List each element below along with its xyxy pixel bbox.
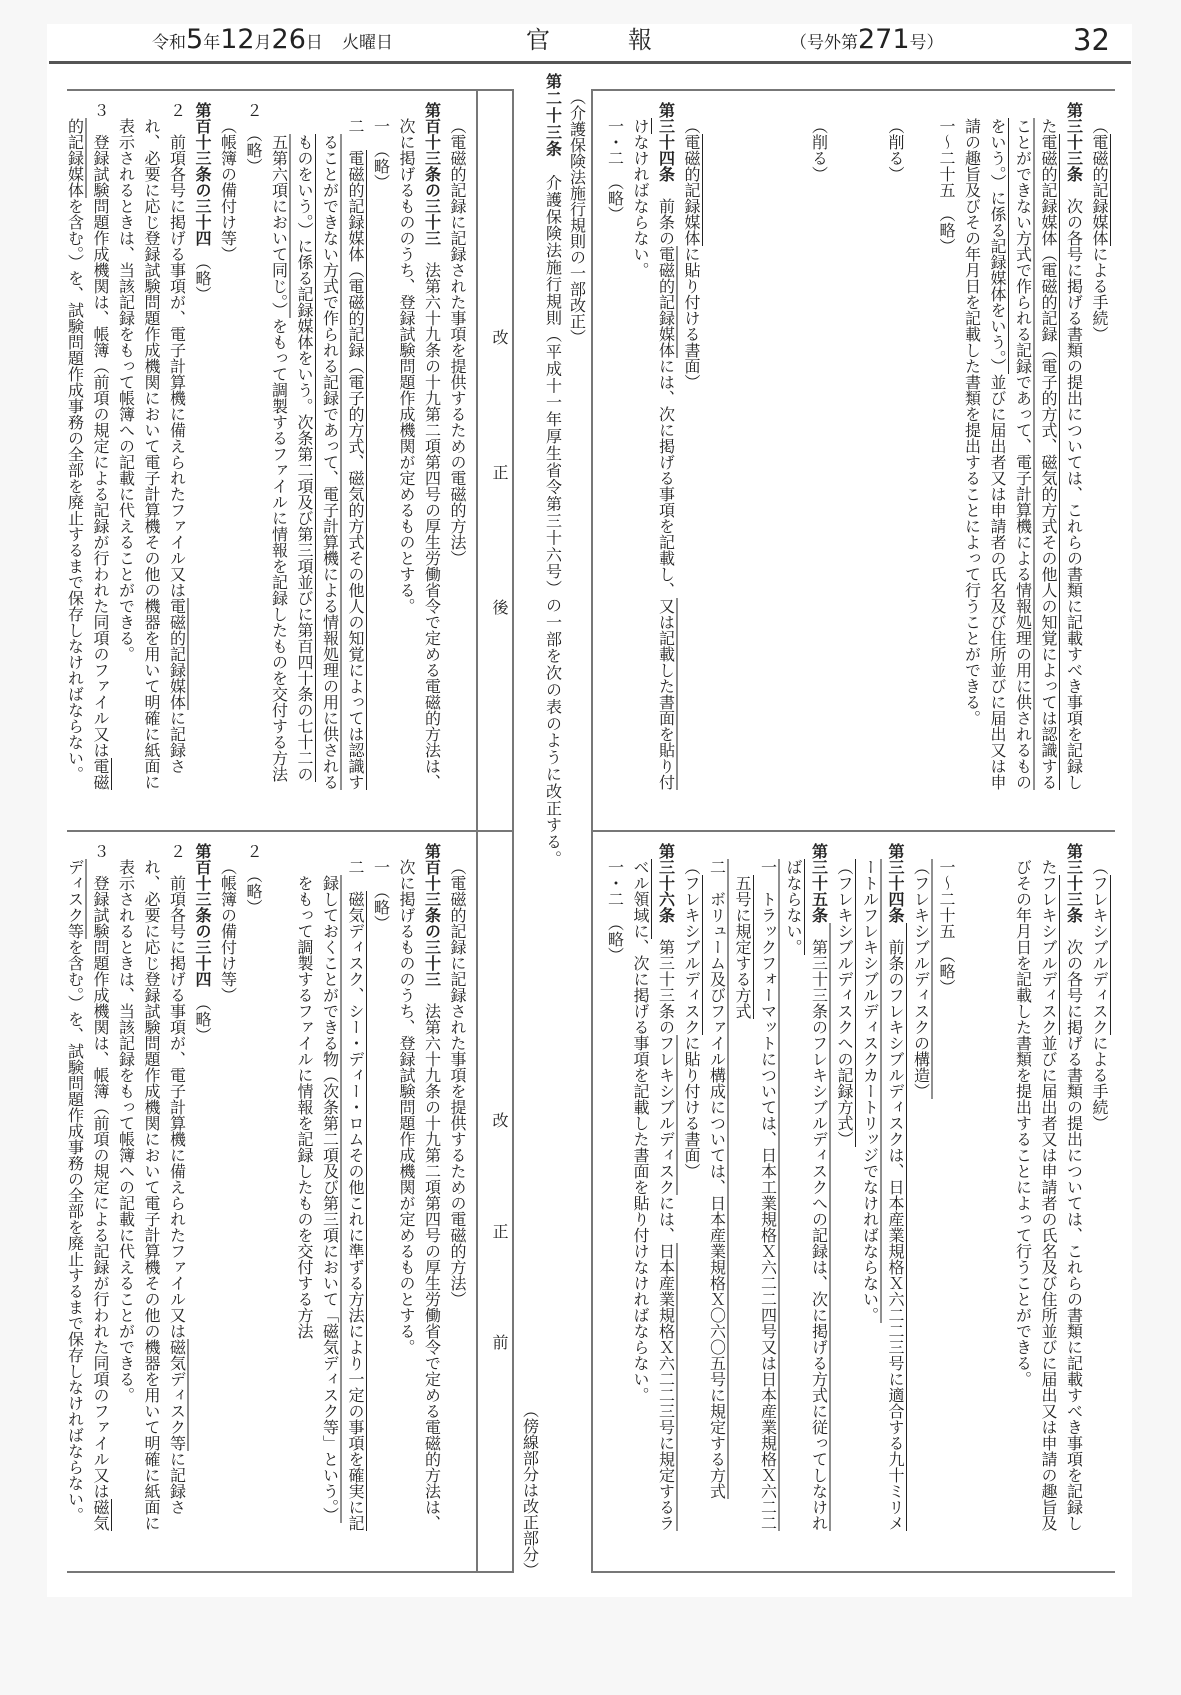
issue-prefix: （号外第 [790,33,858,53]
date-day-unit: 日 [305,33,323,53]
amended-text: 電磁的記録媒体（電磁的記録（電子的方式、磁気的方式その他人の知覚によっては認識することができない方式で作られる記録であって、電子計算機による情報処理の用に供されるものをいう。）に係る記録媒体をいう。次条第二項及び第三項並びに第百四十条の七十二の五第六項において同じ。） [269,134,365,790]
provision-text: には、 [656,1195,676,1243]
provision-text: （ [1090,859,1109,875]
provision-article [190,102,216,792]
issue-number [790,20,944,60]
provision-para [113,843,190,1533]
provision-heading [445,102,471,792]
provision-text: ２ （略） [244,102,263,174]
provision-text: 第三十三条の [656,923,676,1035]
provision-heading [215,102,241,792]
provision-deleted [806,102,832,792]
amended-text: 又は記載した書面を貼り付け [631,118,676,790]
provision-text: ３ 登録試験問題作成機関は、帳簿（前項の規定による記録が行われた同項のファイル又は [91,102,110,758]
provision-article [394,843,445,1533]
provision-text: を含む。）を、試験問題作成事務の全部を廃止するまで保存しなければならない。 [65,939,85,1523]
issue-suffix: 号） [909,33,944,53]
provision-text: 法第六十九条の十九第二項第四号の厚生労働省令で定める電磁的方法は、次に掲げるもののうち、登録試験問題作成機関が定めるものとする。 [397,118,442,790]
amended-text: 一 トラックフォーマットについては、日本工業規格Ｘ六二二四号又は日本産業規格Ｘ六二二五号に規定する方式 [733,859,778,1531]
provision-text: （ [682,118,701,134]
provision-article [190,843,216,1533]
date-era: 令和 [152,33,186,53]
article-number: 第三十五条 [809,843,829,923]
provision-item [934,102,960,792]
provision-heading [1087,102,1113,792]
provision-text: 並びに届出者又は申請者の氏名及び住所並びに届出又は申請の趣旨及びその年月日を記載した書類を提出することによって行うことができる。 [962,118,1007,790]
amended-text: 電磁的記録媒体 [656,246,676,358]
amended-text: 電磁的記録媒体 [65,118,110,790]
provision-deleted [883,102,909,792]
weekday: 火曜日 [342,33,393,53]
provision-text: （略） [193,246,212,302]
provision-text: に貼り付ける書面） [682,246,701,390]
provision-text: ２ 前項各号に掲げる事項が、電子計算機に備えられたファイル又は [167,102,187,598]
right-panel-top [592,89,1115,831]
left-panel-after-amendment [67,89,477,831]
amended-text: フレキシブルディスク [1039,875,1058,1035]
provision-item [292,843,369,1533]
provision-item [934,843,960,1533]
provision-item [368,102,394,792]
amended-text: 第三十三条のフレキシブルディスクへの記録は、次に掲げる方式に従ってしなければならない。 [784,859,829,1531]
amended-text: 磁気ディスク等 [65,859,110,1531]
provision-text: 前条の [656,182,676,246]
amended-text: 二 ボリューム及びファイル構成については、日本産業規格Ｘ〇六〇五号に規定する方式 [707,859,727,1499]
provision-heading [832,843,858,1533]
amended-text: フレキシブルディスク [656,1035,676,1195]
provision-article [394,102,445,792]
provision-article [628,102,679,792]
provision-text: 二 [346,859,365,891]
provision-text: （電磁的記録に記録された事項を提供するための電磁的方法） [448,118,467,566]
date-day: 26 [271,24,306,55]
amended-text: フレキシブルディスク [682,875,701,1035]
amended-text: 磁気ディスク、シー・ディー・ロムその他これに準ずる方法により一定の事項を確実に記録しておくことができる物（次条第二項及び第三項において「磁気ディスク等」という。） [320,875,365,1531]
header-rule [49,61,1131,64]
amendment-article-label: 第二十三条 [543,73,563,158]
issue-date [152,20,393,60]
provision-heading [445,843,471,1533]
provision-heading [215,843,241,1533]
provision-text: 次の各号に掲げる書類の提出については、これらの書類に記載すべき事項を記録した [1039,859,1084,1531]
amendment-article-text: 介護保険法施行規則（平成十一年厚生省令第三十六号）の一部を次の表のように改正する。 [543,157,563,868]
provision-text: （ [682,859,701,875]
label-after-amendment: 改正後 [490,329,509,734]
provision-para [241,843,267,1533]
amended-text: フレキシブルディスク [1090,875,1109,1035]
article-number: 第三十三条 [1064,102,1084,182]
amendment-heading: （介護保険法施行規則の一部改正） [567,89,587,345]
issue-number-value: 271 [858,24,910,55]
provision-item [704,843,730,1533]
date-year: 5 [186,24,204,55]
amendment-article [540,73,566,867]
article-number: 第百十三条の三十四 [193,843,212,987]
provision-para [62,102,113,792]
provision-text: （ [1090,118,1109,134]
right-panel-bottom [592,830,1115,1572]
article-number: 第百十三条の三十四 [193,102,212,246]
provision-text: に記録され、必要に応じ登録試験問題作成機関において電子計算機その他の機器を用いて明確に紙面に表示されるときは、当該記録をもって帳簿への記載に代えることができる。 [116,118,187,790]
article-number: 第百十三条の三十三 [422,843,442,987]
provision-text: （略） [193,987,212,1043]
article-number: 第百十三条の三十三 [422,102,442,246]
provision-heading [679,102,705,792]
provision-text: 法第六十九条の十九第二項第四号の厚生労働省令で定める電磁的方法は、次に掲げるもののうち、登録試験問題作成機関が定めるものとする。 [397,859,442,1531]
provision-text: をもって調製するファイルに情報を記録したものを交付する方法 [295,875,314,1339]
provision-item [602,102,628,792]
provision-text: ３ 登録試験問題作成機関は、帳簿（前項の規定による記録が行われた同項のファイル又は [91,843,110,1499]
page-number: 32 [1073,23,1110,57]
provision-item [368,843,394,1533]
provision-article [781,843,832,1533]
date-month-unit: 月 [254,33,272,53]
provision-text: 次の各号に掲げる書類の提出については、これらの書類に記載すべき事項を記録した [1039,118,1084,790]
provision-text: （帳簿の備付け等） [218,859,238,1003]
provision-heading [679,843,705,1533]
provision-article [857,843,908,1533]
provision-text: 一・二 （略） [605,118,625,222]
provision-text: （帳簿の備付け等） [218,118,238,262]
gazette-title-kan: 官 [526,26,550,54]
provision-text: 一～二十五 （略） [937,118,956,254]
provision-text: 一・二 （略） [605,859,625,963]
amended-text: 前条のフレキシブルディスクは、日本産業規格Ｘ六二二三号に適合する九十ミリメートルフレキシブルディスクカートリッジでなければならない。 [860,859,905,1531]
left-panel-before-amendment [67,830,477,1572]
provision-text: 、次に掲げる事項を記載した書面を貼り付けなければならない。 [631,939,650,1403]
underline-note: （傍線部分は改正部分） [520,1402,540,1578]
article-number: 第三十四条 [656,102,676,182]
provision-text: （削る） [809,118,829,182]
provision-text: 二 [346,118,365,150]
provision-text: ２ （略） [244,843,263,915]
left-table-right-border [512,89,514,1573]
provision-text: （削る） [886,118,905,182]
date-year-unit: 年 [203,33,221,53]
provision-item [266,102,368,792]
gazette-title-po: 報 [628,26,652,54]
amended-text: 電磁的記録媒体（電磁的記録（電子的方式、磁気的方式その他人の知覚によっては認識することができない方式で作られる記録であって、電子計算機による情報処理の用に供されるものをいう。）に係る記録媒体をいう。） [988,118,1058,790]
provision-article [959,102,1087,792]
provision-para [113,102,190,792]
provision-para [62,843,113,1533]
amended-text: （フレキシブルディスクへの記録方式） [835,859,854,1147]
label-before-amendment: 改正前 [490,1112,509,1445]
provision-item [602,843,628,1533]
provision-article [628,843,679,1533]
provision-text: を含む。）を、試験問題作成事務の全部を廃止するまで保存しなければならない。 [65,198,85,782]
provision-text: に記録され、必要に応じ登録試験問題作成機関において電子計算機その他の機器を用いて明確に紙面に表示されるときは、当該記録をもって帳簿への記載に代えることができる。 [116,859,187,1531]
amended-text: 電磁的記録媒体 [167,598,187,710]
provision-text: による手続） [1090,246,1109,342]
provision-text: （電磁的記録に記録された事項を提供するための電磁的方法） [448,859,467,1307]
provision-text: 一～二十五 （略） [937,859,956,995]
provision-text: に貼り付ける書面） [682,1035,701,1179]
amended-text: 磁気ディスク等 [167,1339,187,1451]
date-month: 12 [220,24,255,55]
amended-text: （フレキシブルディスクの構造） [911,859,931,1099]
amended-text: 電磁的記録媒体 [682,134,701,246]
provision-article [1010,843,1087,1533]
provision-text: による手続） [1090,1035,1109,1131]
provision-item [730,843,781,1533]
provision-text: には、次に掲げる事項を記載し、 [656,358,676,598]
article-number: 第三十六条 [656,843,676,923]
provision-text: 並びに届出者又は申請者の氏名及び住所並びに届出又は申請の趣旨及びその年月日を記載した書類を提出することによって行うことができる。 [1013,859,1058,1531]
provision-text: をもって調製するファイルに情報を記録したものを交付する方法 [269,318,289,782]
provision-text: 一 （略） [371,859,391,931]
provision-heading [908,843,934,1533]
provision-para [241,102,267,792]
amended-text: 電磁的記録媒体 [1090,134,1109,246]
amended-text: 日本産業規格Ｘ六二二三号に規定するラベル領域に [631,859,676,1531]
article-number: 第三十四条 [886,843,905,923]
provision-text: ２ 前項各号に掲げる事項が、電子計算機に備えられたファイル又は [167,843,187,1339]
provision-text: 一 （略） [371,118,391,190]
provision-heading [1087,843,1113,1533]
article-number: 第三十三条 [1064,843,1084,923]
provision-text: なければならない。 [631,134,650,278]
